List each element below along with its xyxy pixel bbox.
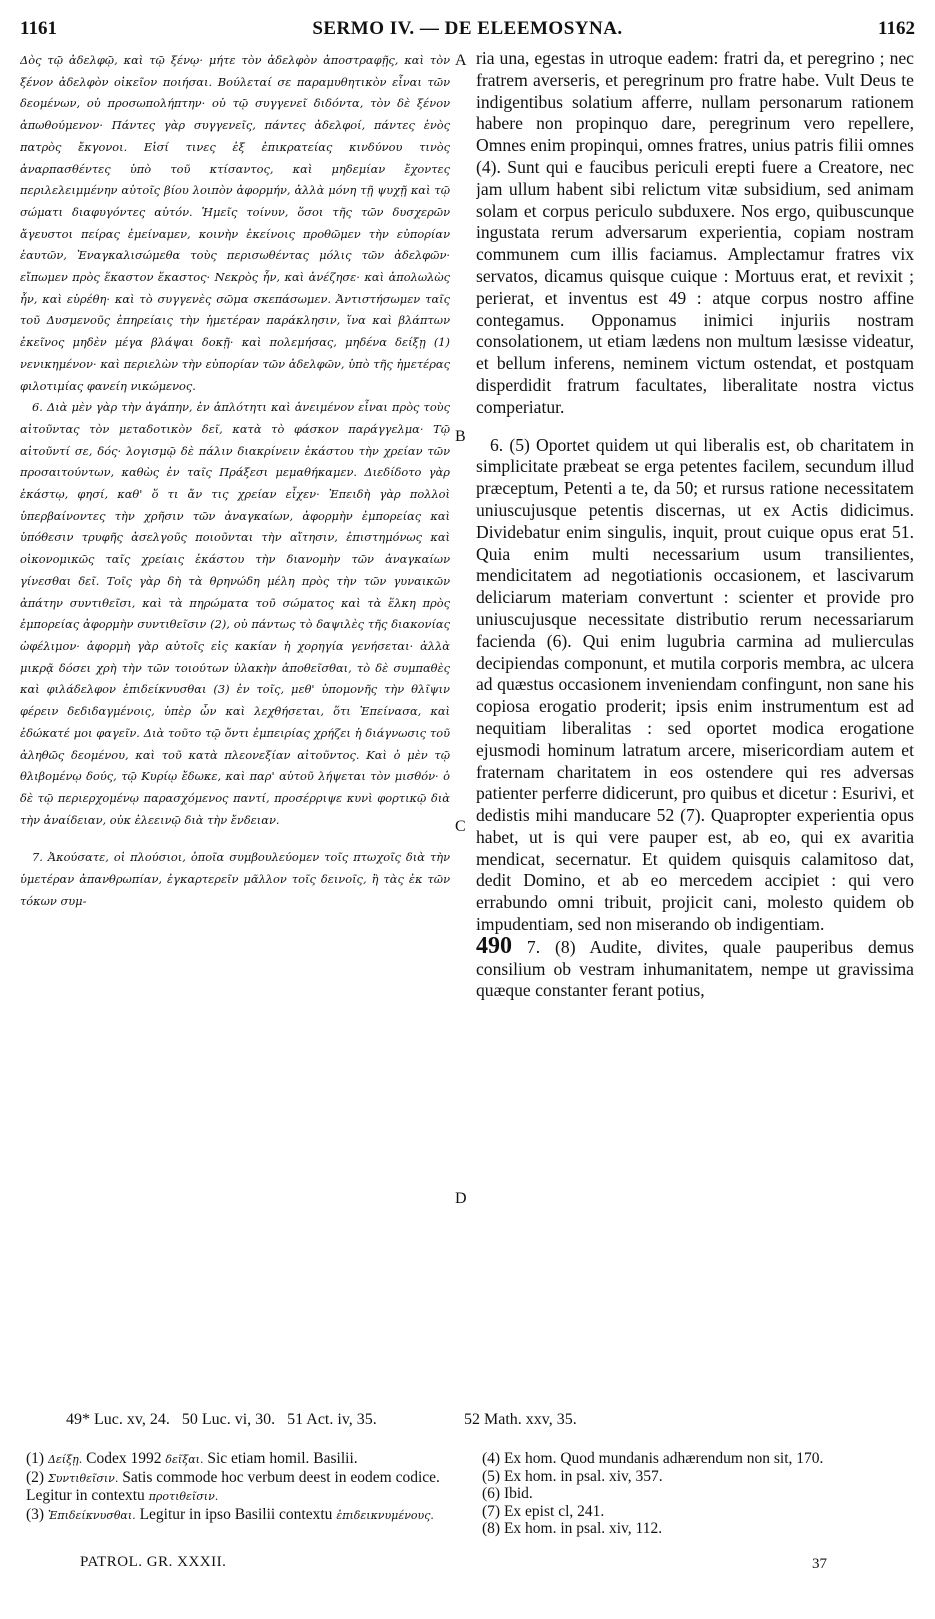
latin-paragraph-7-text: 7. (8) Audite, divites, quale pauperibus demus consilium ob vestram inhumanitatem, nempe ut gravissima quæque constanter ferant potius,: [476, 936, 914, 1001]
footnote-2: [26, 1469, 441, 1506]
greek-paragraph-7: 7. Ἀκούσατε, οἱ πλούσιοι, ὁποῖα συμβουλεύομεν τοῖς πτωχοῖς διὰ τὴν ὑμετέραν ἀπανθρωπίαν, ἐγκαρτερεῖν μᾶλλον τοῖς δεινοῖς, ἢ τὰς ἐκ τῶν τόκων συμ-: [20, 850, 450, 908]
footnote-2-greek-variant: προτιθεῖσιν.: [148, 1490, 219, 1503]
right-page-number: 1162: [878, 18, 915, 39]
latin-column: [476, 48, 914, 1408]
footnote-1-greek-variant: δεῖξαι.: [165, 1453, 204, 1466]
footnotes-left: [26, 1450, 441, 1524]
greek-column: [20, 50, 450, 1405]
latin-paragraph-6: 6. (5) Oportet quidem ut qui liberalis est, ob charitatem in simplicitate præbeat se erga petentes facilem, secundum illud præceptum, Petenti a te, da 50; et rursus ratione necessitatem uniuscujusque petentis discernas, ut ex Actis didicimus. Dividebatur enim singulis, inquit, prout cuique opus erat 51. Quia enim multi necessarium usum transilientes, mendicitatem ad negotiationis occasionem, et lascivarum deliciarum materiam convertunt : scienter et provide pro uniuscujusque necessitate distributio rerum necessariarum facienda (6). Qui enim lugubria carmina ad mulierculas decipiendas componunt, et mutila corporis membra, ac ulcera ad quæstus occasionem inveniendam confingunt, non sane his copiosa erogatio proderit; ipsis enim instrumentum est ad nequitiam liberalitas : sed oportet modica erogatione ejusmodi hominum latratum arcere, misericordiam autem et fraternam charitatem in eos ostendere qui res adversas patienter perferre didicerunt, pro quibus et dicetur : Esurivi, et dedistis mihi manducare 52 (7). Quapropter experientia opus habet, ut is qui vere pauper est, ab eo, qui ex avaritia mendicat, secernatur. Et quidem quisquis calamitoso dat, dedit Domino, et ab eo mercedem accipiet : qui vero errabundo omni tribuit, projicit cani, molesto quidem ob impudentiam, sed non miserando ob indigentiam.: [476, 434, 914, 935]
scripture-refs-right: 52 Math. xxv, 35.: [464, 1411, 577, 1428]
footnote-3-greek: Ἐπιδείκνυσθαι.: [47, 1508, 136, 1522]
greek-paragraph-5: Δὸς τῷ ἀδελφῷ, καὶ τῷ ξένῳ· μήτε τὸν ἀδελφὸν ἀποστραφῇς, καὶ τὸν ξένον ἀδελφὸν οἰκεῖον ποιήσαι. Βούλεταί σε παραμυθητικὸν εἶναι τῶν δεομένων, οὐ προσωπολήπτην· οὐ τῷ συγγενεῖ διδόντα, τὸν δὲ ξένον ἀπωθούμενον· Πάντες γὰρ συγγενεῖς, πάντες ἀδελφοί, πάντες ἑνὸς πατρὸς ἔκγονοι. Εἰσί τινες ἐξ ἐπικρατείας κινδύνου τινὸς ἀναρπασθέντες ὑπὸ τοῦ κτίσαντος, καὶ μηδεμίαν ἔχοντες περιλελειμμένην αὐτοῖς βίου λοιπὸν ἀφορμήν, ἀλλὰ μόνη τῇ ψυχῇ καὶ τῷ σώματι διαφυγόντες αὐτόν. Ἡμεῖς τοίνυν, ὅσοι τῆς τῶν δυσχερῶν ἄγευστοι πείρας ἐμείναμεν, κοινὴν ἐκείνοις προθῶμεν τὴν εὐπορίαν ἑαυτῶν, Ἐναγκαλισώμεθα τοὺς περισωθέντας μόλις τῶν ἀδελφῶν· εἴπωμεν πρὸς ἕκαστον ἕκαστος· Νεκρὸς ἦν, καὶ ἀνέζησε· καὶ ἀπολωλὼς ἦν, καὶ εὑρέθη· καὶ τὸ συγγενὲς σῶμα σκεπάσωμεν. Ἀντιστήσωμεν ταῖς τοῦ Δυσμενοῦς ἐπηρείαις τὴν ἡμετέραν παράκλησιν, ἵνα καὶ βλάπτων ἐκεῖνος μηδὲν μέγα βλάψαι δοκῇ· καὶ πολεμήσας, μηδένα δείξῃ (1) νενικημένον· καὶ περιελὼν τὴν εὐπορίαν τῶν ἀδελφῶν, ὑπὸ τῆς ἡμετέρας φιλοτιμίας φανείη νικώμενος.: [20, 53, 450, 393]
footer-signature: 37: [812, 1556, 827, 1572]
footnote-2-text: Satis commode hoc verbum deest in eodem codice. Legitur in contextu: [26, 1468, 440, 1504]
footnote-3-greek-variant: ἐπιδεικνυμένους.: [336, 1508, 434, 1522]
left-page-number: 1161: [20, 18, 57, 39]
scripture-refs-left: 49* Luc. xv, 24. 50 Luc. vi, 30. 51 Act. iv, 35.: [66, 1411, 377, 1428]
greek-paragraph-6: 6. Διὰ μὲν γὰρ τὴν ἀγάπην, ἐν ἁπλότητι καὶ ἀνειμένον εἶναι πρὸς τοὺς αἰτοῦντας τὸν μεταδοτικὸν δεῖ, κατὰ τὸ φάσκον παράγγελμα· Τῷ αἰτοῦντί σε, δός· λογισμῷ δὲ πάλιν διακρίνειν ἑκάστου τὴν χρείαν τῶν προσαιτούντων, καθὼς ἐν ταῖς Πράξεσι μεμαθήκαμεν. Διεδίδοτο γὰρ ἑκάστῳ, φησί, καθ' ὅ τι ἄν τις χρείαν εἶχεν· Ἐπειδὴ γὰρ πολλοὶ ὑπερβαίνοντες τὴν χρῆσιν τῶν ἀναγκαίων, ἀφορμὴν ἐμπορείας καὶ ὑπόθεσιν τρυφῆς ἀσελγοῦς ποιοῦνται τὴν αἴτησιν, ἐπιστημόνως καὶ οἰκονομικῶς ταῖς χρείαις ἑκάστου τὴν διανομὴν τῶν ἀναγκαίων γίνεσθαι δεῖ. Τοῖς γὰρ δὴ τὰ θρηνώδη μέλη πρὸς τὴν τῶν γυναικῶν ἀπάτην συντιθεῖσι, καὶ τὰ πηρώματα τοῦ σώματος καὶ τὰ ἕλκη πρὸς ἐμπορείας ἀφορμὴν συντιθεῖσιν (2), οὐ πάντως τὸ δαψιλὲς τῆς διακονίας ὠφέλιμον· ἀφορμὴ γὰρ αὐτοῖς εἰς κακίαν ἡ χορηγία γενήσεται· ἀλλὰ μικρᾷ δόσει χρὴ τὴν τῶν τοιούτων ὑλακὴν ἀποθεῖσθαι, τὸ δὲ συμπαθὲς καὶ φιλάδελφον ἐπιδείκνυσθαι (3) ἐν τοῖς, μεθ' ὑπομονῆς τὴν θλῖψιν φέρειν δεδιδαγμένοις, ὑπὲρ ὧν καὶ λεχθήσεται, ὅτι Ἐπείνασα, καὶ ἐδώκατέ μοι φαγεῖν. Διὰ τοῦτο τῷ ὄντι ἐμπειρίας χρήζει ἡ διάγνωσις τοῦ ἀληθῶς δεομένου, καὶ τοῦ κατὰ πλεονεξίαν αἰτοῦντος. Καὶ ὁ μὲν τῷ θλιβομένῳ δούς, τῷ Κυρίῳ ἔδωκε, καὶ παρ' αὐτοῦ λήψεται τὸν μισθόν· ὁ δὲ τῷ περιερχομένῳ παρασχόμενος παντί, προσέρριψε κυνὶ φορτικῷ διὰ τὴν ἀναίδειαν, οὐκ ἐλεεινῷ διὰ τὴν ἔνδειαν.: [20, 400, 450, 827]
footer-collection: PATROL. GR. XXXII.: [80, 1554, 227, 1570]
column-number: 490: [476, 932, 512, 959]
margin-letter-d: D: [455, 1190, 467, 1207]
margin-letter-c: C: [455, 818, 466, 835]
footnote-1-text-end: Sic etiam homil. Basilii.: [203, 1450, 358, 1467]
latin-paragraph-7: [476, 932, 914, 1002]
footnotes-right: [482, 1450, 902, 1538]
latin-paragraph-5: ria una, egestas in utroque eadem: fratri da, et peregrino ; nec fratrem averseris, et peregrinum pro fratre habe. Vult Deus te indigentibus solatium afferre, nullam personarum rationem habere non propinquo dare, peregrinum vero repellere, Omnes enim propinqui, omnes fratres, unius patris filii omnes (4). Sunt qui e faucibus periculi erepti fuere a Creatore, nec jam ullum habent sibi relictum vitæ subsidium, sed animam solam et corpus periculo subduxere. Nos ergo, quibuscunque ingustata rerum adversarum experientia, copiam nostram communem cum illis faciamus. Amplectamur fratres vix servatos, dicamus quisque cuique : Mortuus erat, et revixit ; perierat, et inventus est 49 : atque corpus nostro affine contegamus. Opponamus inimici injuriis nostram consolationem, ut etiam lædens non multum læsisse videatur, et bellum inferens, neminem victum ostendat, et postquam disperdidit fratrum facultates, liberalitate nostra victus comperiatur.: [476, 48, 914, 417]
margin-letter-b: B: [455, 428, 466, 445]
footnote-7: (7) Ex epist cl, 241.: [482, 1502, 605, 1520]
footnote-3-text: Legitur in ipso Basilii contextu: [135, 1505, 337, 1523]
footnote-1-greek: Δείξῃ.: [47, 1453, 83, 1466]
footnote-4: (4) Ex hom. Quod mundanis adhærendum non sit, 170.: [482, 1450, 824, 1467]
footnote-2-greek: Συντιθεῖσιν.: [47, 1471, 119, 1485]
footnote-1-label: (1): [26, 1450, 48, 1467]
footnote-1: [26, 1450, 441, 1469]
footnote-1-text: Codex 1992: [82, 1450, 166, 1467]
running-title: SERMO IV. — DE ELEEMOSYNA.: [312, 18, 623, 39]
footnote-8: (8) Ex hom. in psal. xiv, 112.: [482, 1520, 663, 1537]
margin-letter-a: A: [455, 52, 467, 69]
footnote-3: [26, 1506, 441, 1525]
footnote-5: (5) Ex hom. in psal. xiv, 357.: [482, 1467, 663, 1485]
footnote-2-label: (2): [26, 1468, 48, 1486]
footnote-6: (6) Ibid.: [482, 1485, 533, 1502]
page-header: [20, 18, 915, 44]
footnote-3-label: (3): [26, 1505, 48, 1523]
